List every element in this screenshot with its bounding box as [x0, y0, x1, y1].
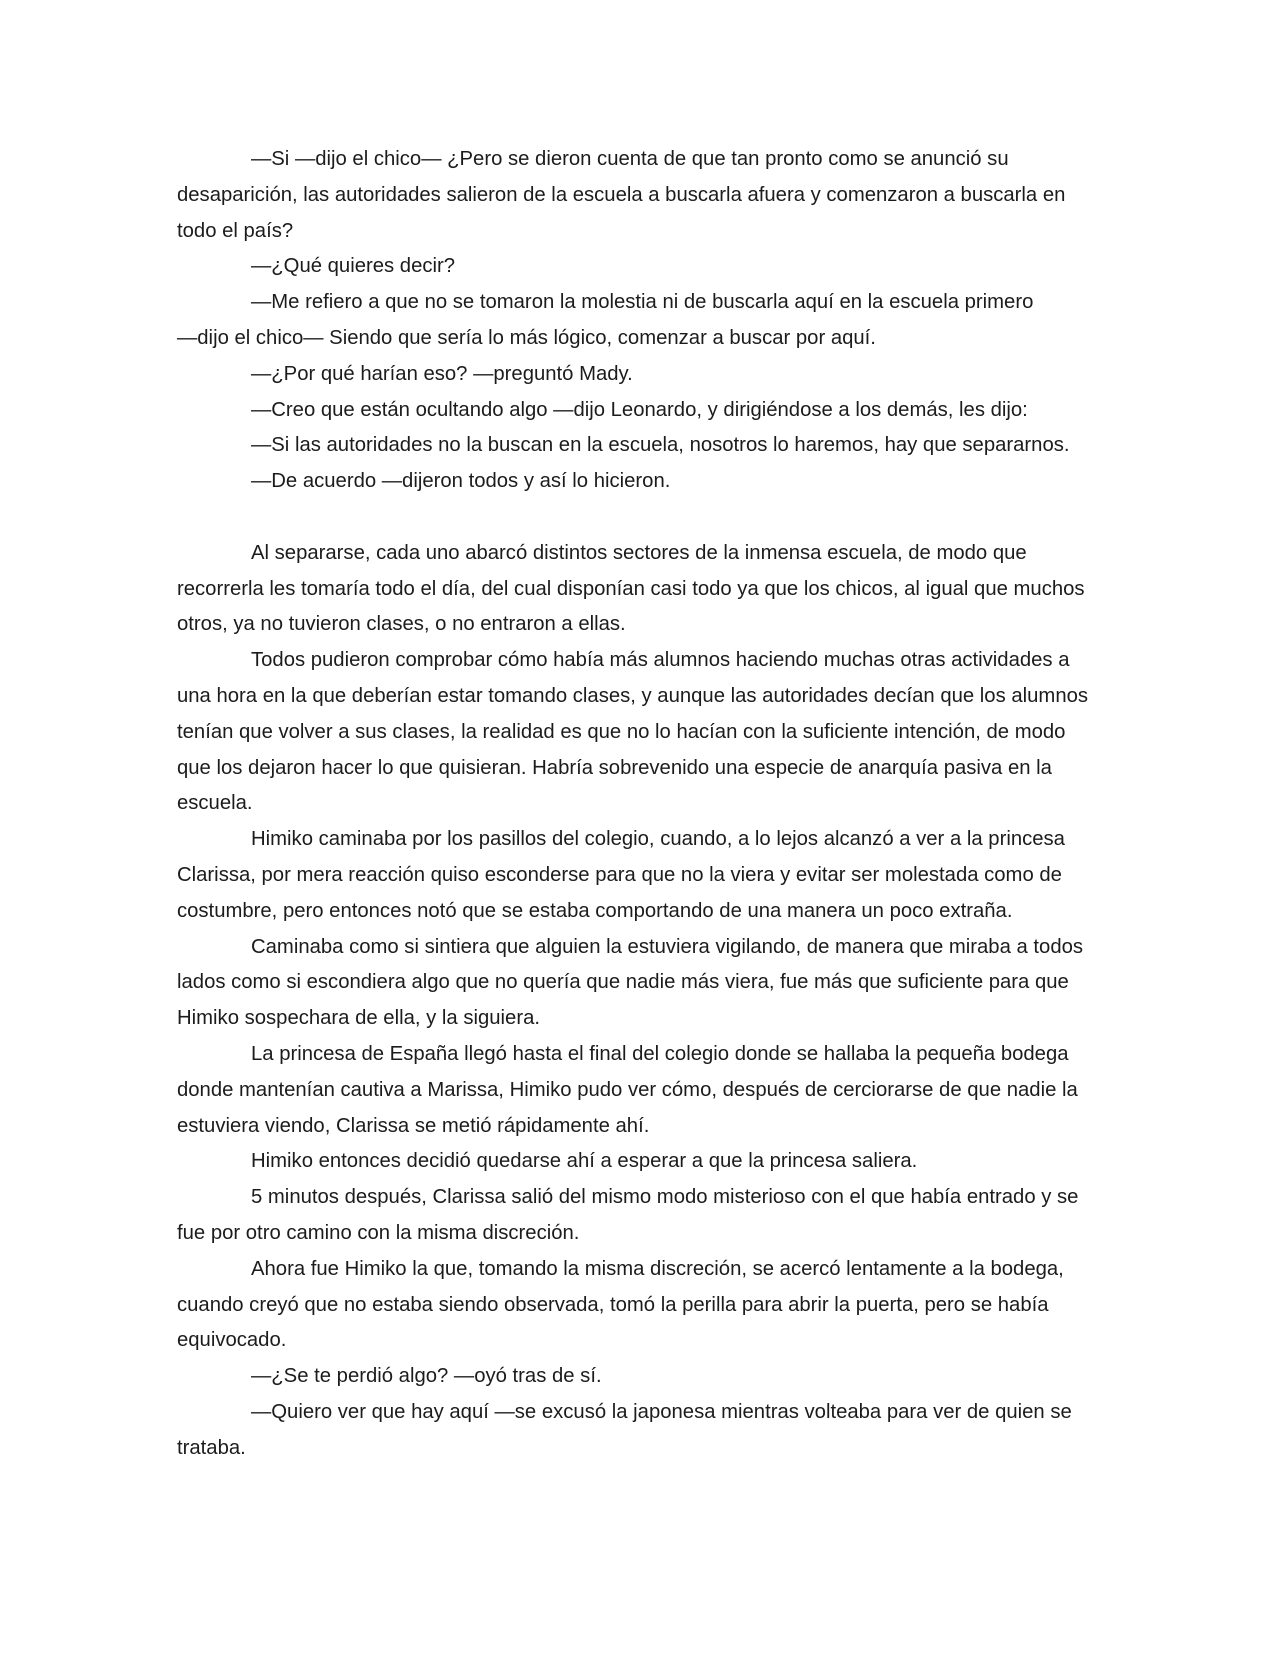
paragraph: —Quiero ver que hay aquí —se excusó la japonesa mientras volteaba para ver de quien se trataba.: [177, 1400, 1072, 1459]
paragraph: Ahora fue Himiko la que, tomando la misma discreción, se acercó lentamente a la bodega, cuando creyó que no estaba siendo observada, tomó la perilla para abrir la puerta, pero se había equivocado.: [177, 1257, 1064, 1352]
paragraph: Al separarse, cada uno abarcó distintos sectores de la inmensa escuela, de modo que recorrerla les tomaría todo el día, del cual disponían casi todo ya que los chicos, al igual que muchos otros, ya no tuvieron clases, o no entraron a ellas.: [177, 541, 1085, 636]
document-body: [177, 142, 1097, 1466]
paragraph: La princesa de España llegó hasta el final del colegio donde se hallaba la pequeña bodega donde mantenían cautiva a Marissa, Himiko pudo ver cómo, después de cerciorarse de que nadie la estuviera viendo, Clarissa se metió rápidamente ahí.: [177, 1042, 1078, 1137]
paragraph: —De acuerdo —dijeron todos y así lo hicieron.: [251, 470, 671, 493]
paragraph-gap: [177, 500, 1097, 536]
paragraph: —¿Por qué harían eso? —preguntó Mady.: [251, 362, 633, 385]
paragraph: —Si —dijo el chico— ¿Pero se dieron cuenta de que tan pronto como se anunció su desaparición, las autoridades salieron de la escuela a buscarla afuera y comenzaron a buscarla en todo el país?: [177, 148, 1066, 242]
paragraph: —Me refiero a que no se tomaron la molestia ni de buscarla aquí en la escuela primero: [251, 291, 1034, 314]
paragraph: Himiko entonces decidió quedarse ahí a esperar a que la princesa saliera.: [251, 1150, 918, 1173]
paragraph: —dijo el chico— Siendo que sería lo más lógico, comenzar a buscar por aquí.: [177, 326, 876, 349]
paragraph: 5 minutos después, Clarissa salió del mismo modo misterioso con el que había entrado y se fue por otro camino con la misma discreción.: [177, 1186, 1079, 1244]
paragraph: —¿Qué quieres decir?: [251, 255, 456, 278]
paragraph: —Creo que están ocultando algo —dijo Leonardo, y dirigiéndose a los demás, les dijo:: [251, 398, 1028, 421]
paragraph: —¿Se te perdió algo? —oyó tras de sí.: [251, 1365, 602, 1388]
paragraph: Todos pudieron comprobar cómo había más alumnos haciendo muchas otras actividades a una hora en la que deberían estar tomando clases, y aunque las autoridades decían que los alumnos tenían que volver a sus clases, la realidad es que no lo hacían con la suficiente intención, de modo que los dejaron hacer lo que quisieran. Habría sobrevenido una especie de anarquía pasiva en la escuela.: [177, 649, 1089, 815]
paragraph: Himiko caminaba por los pasillos del colegio, cuando, a lo lejos alcanzó a ver a la princesa Clarissa, por mera reacción quiso esconderse para que no la viera y evitar ser molestada como de costumbre, pero entonces notó que se estaba comportando de una manera un poco extraña.: [177, 828, 1065, 922]
paragraph: —Si las autoridades no la buscan en la escuela, nosotros lo haremos, hay que separarnos.: [251, 434, 1070, 457]
paragraph: Caminaba como si sintiera que alguien la estuviera vigilando, de manera que miraba a todos lados como si escondiera algo que no quería que nadie más viera, fue más que suficiente para que Himiko sospechara de ella, y la siguiera.: [177, 935, 1084, 1030]
